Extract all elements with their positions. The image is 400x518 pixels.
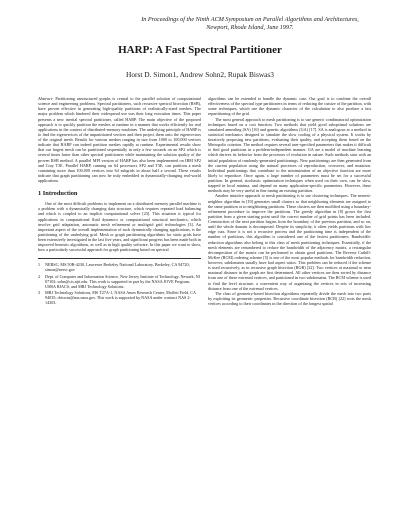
footnote [38,290,201,305]
introduction-text: One of the most difficult problems to implement on a distributed memory parallel machine is a problem with a dynamically changing data structure, which requires repeated load balancing and which is coupled to an implicit computational solver [23]. This situation is typical for applications in computational fluid dynamics or computational structural mechanics, which involve grid adaptation, automatic mesh refinement or multigrid grid technologies [3]. An important aspect of the overall implementation of such dynamically changing applications, is the partitioning of the underlying grid. Mesh or graph partitioning algorithms for static grids have been extensively investigated in the last five years, and significant progress has been made both in improved heuristic algorithms, as well as in high quality software. In this paper we want to show, how a particularly successful approach for graph partitioning based on spectral [38,201,201,253]
footnote [38,262,201,272]
footnote-text: NERSC, MS 50B-4230, Lawrence Berkeley National Laboratory, Berkeley, CA 94720; simon@nersc.gov [45,262,190,273]
footnote [38,274,201,289]
footnote-text: MRJ Technology Solutions, MS T27A-1, NASA Ames Research Center, Moffett Field, CA 94035; rbiswas@nas.nasa.gov. This work is supported by NASA under contract NAS 2-14303. [45,289,196,306]
left-column [38,96,201,306]
abstract-text: - Partitioning unstructured graphs is central to the parallel solution of computational science and engineering problems. Spectral partitioners, such recursive spectral bisection (RSB), have proven effective in generating high-quality partitions of realistically-sized meshes. The major problem which hindered their widespread use was their long execution times. This paper presents a new inertial spectral partitioner, called HARP. The main objective of the proposed approach is to quickly partition the meshes at runtime in a manner that works efficiently for real applications in the context of distributed-memory machines. The underlying principle of HARP is to find the eigenvectors of the unpartitioned vertices and then project them onto the eigenvectors of the original mesh. Results for various meshes ranging in size from 1000 to 100,000 vertices indicate that HARP can indeed partition meshes rapidly at runtime. Experimental results show that our largest mesh can be partitioned sequentially in only a few seconds on an SP2 which is several times faster than other spectral partitioners while maintaining the solution quality of the proven RSB method. A parallel MPI version of HARP has also been implemented on IBM SP2 and Cray T3E. Parallel HARP, running on 64 processors SP2 and T3E, can partition a mesh containing more than 100,000 vertices into 64 subgrids in about half a second. These results indicate that graph partitioning can now be truly embedded in dynamically-changing real-world applications. [38,96,201,183]
proceedings-note: In Proceedings of the Ninth ACM Symposium on Parallel Algorithms and Architectures, Newport, Rhode Island, June 1997. [141,16,359,31]
footnote-number: 1 [38,262,41,268]
footnote-text: Dept. of Computer and Information Science, New Jersey Institute of Technology, Newark, NJ 07102; sohn@cis.njit.edu. This work is supported in part by the NASA JOVE Program, USRA RIACS, and MRJ Technology Solutions. [45,273,201,289]
footnotes [38,262,201,305]
body-paragraph: algorithms can be extended to handle the dynamic case. Our goal is to combine the overall effectiveness of the spectral type partitioners in terms of reducing the cutsize of the partition, with some techniques, which use the dynamic character of the calculation to also produce a fast repartitioning of the grid. [208,96,371,117]
abstract [38,96,201,183]
body-paragraph: The most general approach to mesh partitioning is to use generic combinatorial optimization techniques based on a cost function. Two methods that yield good suboptimal solutions are simulated annealing (SA) [16] and genetic algorithms (GA) [17]. SA is analogous to a method in statistical mechanics designed to simulate the slow cooling of a physical system. It works by iteratively proposing new partitions, evaluating their quality, and accepting them based on the Metropolis criterion. The method requires several user-specified parameters that makes it difficult to find good partitions in a problem-independent manner. GA are a model of machine learning which derives its behavior from the processes of evolution in nature. Such methods start with an initial population of randomly-generated partitionings. New partitionings are then generated from the current population using the natural processes of reproduction, crossover, and mutation. Individual partitionings that contribute to the minimization of an objective function are more likely to reproduce. Once again, a large number of parameters must be set for a successful partition. In general, stochastic optimization techniques when used on their own, can be slow, trapped in local minima, and depend on many application-specific parameters. However, these methods may be very useful in fine tuning an existing partition. [208,116,371,194]
paper-title: HARP: A Fast Spectral Partitioner [118,44,282,56]
body-paragraph: The class of geometry-based bisection algorithms repeatedly divide the mesh into two parts by exploiting its geometric properties. Recursive coordinate bisection (RCB) [22] sorts the mesh vertices according to their coordinates in the direction of the longest spatial [208,290,371,306]
abstract-label: Abstract [38,96,53,101]
footnote-number: 2 [38,273,41,279]
footnote-number: 3 [38,289,41,295]
right-column [208,96,371,306]
body-paragraph: Another intuitive approach to mesh partitioning is to use clustering techniques. The nearest-neighbor algorithm in [19] generates small clusters so that neighboring elements are assigned to the same partition or to neighboring partitions. These clusters are then modified using a boundary-refinement procedure to improve the partitions. The greedy algorithm in [8] grows the first partition from a given starting point until the correct number of grid points has been included. Construction of the next partition begins from the boundary of the previous partition, and so on, until the whole domain is decomposed. Despite its simplicity, it often yields partitions with low edge cuts. Since it is not a recursive process and the partitioning time is independent of the number of partitions, this algorithm is considered one of the fastest partitioners. Bandwidth-reduction algorithms also belong to this class of mesh partitioning techniques. Essentially, if the mesh elements are renumbered to reduce the bandwidth of the adjacency matrix, a rectangular decomposition of the matrix can be performed to obtain good partitions. The Reverse Cuthill-McKee (RCM) ordering scheme [5] is one of the most popular methods for bandwidth reduction, however, subdomains usually have bad aspect ratios. This problem can be reduced if the scheme is used recursively, as in recursive graph bisection (RGB) [22]. Two vertices at maximal or near maximal distance in the graph are first determined. All other vertices are then sorted by distance from one of these extremal vertices, and partitioned in two subdomains. The RCM scheme is used to find the level structure, a convenient way of organizing the vertices in sets of increasing distance from one of the extremal vertices. [208,193,371,291]
footnote-rule [38,258,201,259]
section-heading-introduction: 1 Introduction [38,190,78,198]
author-list: Horst D. Simon1, Andrew Sohn2, Rupak Biswas3 [125,70,275,79]
